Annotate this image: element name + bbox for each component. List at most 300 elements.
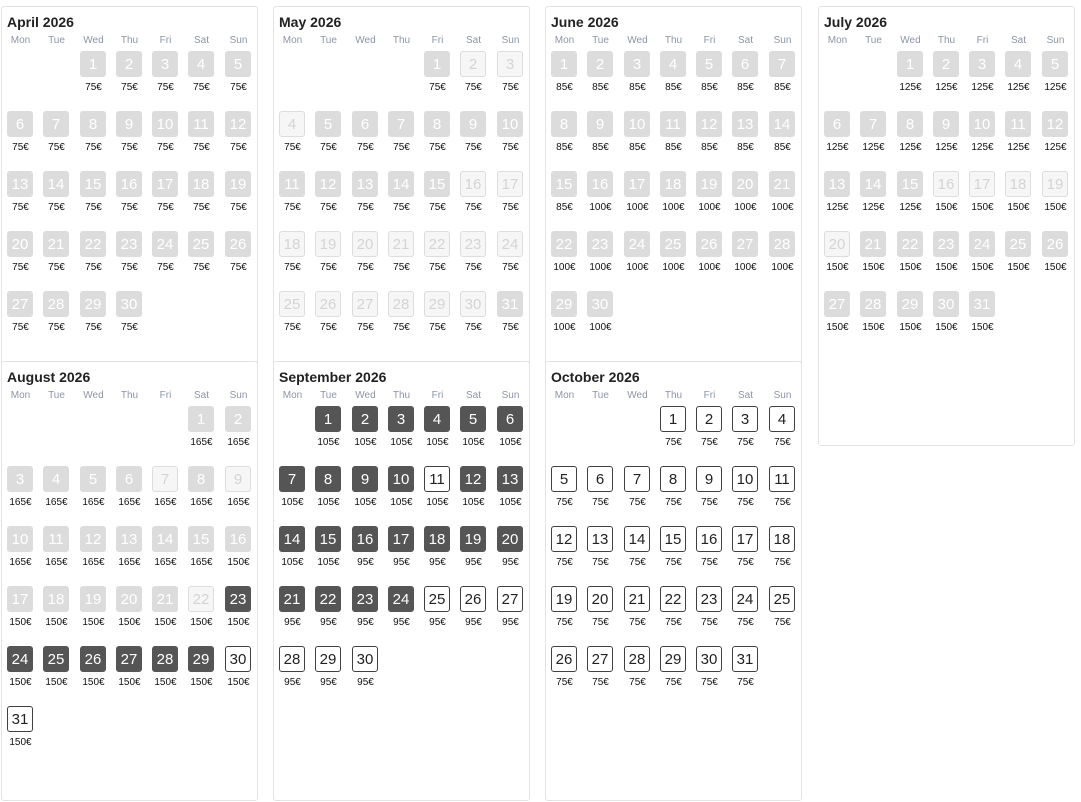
day-cell — [546, 291, 583, 345]
day-number[interactable]: 31 — [732, 646, 758, 672]
day-number[interactable]: 18 — [769, 526, 795, 552]
day-cell[interactable] — [655, 646, 692, 700]
day-cell — [38, 646, 75, 700]
month-title: August 2026 — [7, 369, 91, 385]
day-cell — [419, 51, 456, 105]
day-cell — [183, 466, 220, 520]
day-number: 17 — [7, 586, 33, 612]
day-cell — [38, 526, 75, 580]
day-price: 75€ — [665, 437, 682, 448]
day-cell — [220, 111, 257, 165]
day-price: 75€ — [629, 617, 646, 628]
day-price: 75€ — [429, 322, 446, 333]
weekday-label-wed: Wed — [83, 390, 104, 401]
day-cell[interactable] — [655, 406, 692, 460]
day-cell[interactable] — [691, 406, 728, 460]
weekday-label-fri: Fri — [431, 390, 444, 401]
day-cell — [111, 291, 148, 345]
day-price: 150€ — [1007, 262, 1030, 273]
day-price: 165€ — [9, 497, 32, 508]
day-cell[interactable] — [727, 586, 764, 640]
day-price: 75€ — [502, 82, 519, 93]
day-price: 150€ — [190, 677, 213, 688]
weekday-label-fri: Fri — [703, 35, 716, 46]
day-price: 150€ — [826, 262, 849, 273]
day-cell[interactable] — [727, 526, 764, 580]
day-number[interactable]: 30 — [696, 646, 722, 672]
day-cell — [2, 291, 39, 345]
day-price: 150€ — [9, 617, 32, 628]
day-number: 6 — [116, 466, 142, 492]
day-number: 20 — [497, 526, 523, 552]
day-price: 150€ — [45, 677, 68, 688]
day-number: 20 — [116, 586, 142, 612]
day-price: 75€ — [12, 262, 29, 273]
day-number: 14 — [769, 111, 795, 137]
day-price: 75€ — [85, 142, 102, 153]
day-cell — [619, 231, 656, 285]
day-cell[interactable] — [764, 406, 801, 460]
day-number: 10 — [497, 111, 523, 137]
day-number: 9 — [460, 111, 486, 137]
day-price: 75€ — [284, 142, 301, 153]
month-title: April 2026 — [7, 14, 74, 30]
day-number[interactable]: 11 — [424, 466, 450, 492]
day-cell[interactable] — [764, 526, 801, 580]
weekday-label-wed: Wed — [627, 390, 648, 401]
day-number: 15 — [80, 171, 106, 197]
day-price: 75€ — [230, 82, 247, 93]
day-number: 11 — [279, 171, 305, 197]
day-cell — [764, 171, 801, 225]
day-price: 75€ — [502, 322, 519, 333]
day-number: 14 — [279, 526, 305, 552]
day-price: 75€ — [157, 142, 174, 153]
day-price: 75€ — [284, 262, 301, 273]
weekday-label-thu: Thu — [392, 35, 411, 46]
day-cell — [183, 526, 220, 580]
day-number[interactable]: 12 — [551, 526, 577, 552]
day-number: 13 — [732, 111, 758, 137]
day-price: 75€ — [320, 322, 337, 333]
month-panel-october — [545, 361, 802, 801]
day-price: 165€ — [154, 557, 177, 568]
day-number[interactable]: 17 — [732, 526, 758, 552]
day-price: 75€ — [284, 322, 301, 333]
day-cell — [38, 171, 75, 225]
day-number[interactable]: 25 — [424, 586, 450, 612]
day-price: 150€ — [45, 617, 68, 628]
day-number: 23 — [933, 231, 959, 257]
day-cell[interactable] — [619, 526, 656, 580]
day-price: 100€ — [698, 262, 721, 273]
day-cell — [147, 171, 184, 225]
day-cell — [347, 231, 384, 285]
day-cell — [419, 291, 456, 345]
day-price: 75€ — [121, 82, 138, 93]
day-cell — [38, 231, 75, 285]
day-number[interactable]: 11 — [769, 466, 795, 492]
day-price: 165€ — [190, 437, 213, 448]
day-price: 165€ — [45, 497, 68, 508]
day-price: 125€ — [899, 202, 922, 213]
day-cell — [855, 111, 892, 165]
day-number[interactable]: 19 — [551, 586, 577, 612]
day-number: 19 — [315, 231, 341, 257]
day-cell[interactable] — [727, 406, 764, 460]
day-number[interactable]: 27 — [587, 646, 613, 672]
day-price: 75€ — [665, 617, 682, 628]
day-price: 75€ — [320, 262, 337, 273]
day-cell[interactable] — [455, 586, 492, 640]
day-price: 75€ — [157, 202, 174, 213]
day-price: 75€ — [12, 142, 29, 153]
day-cell[interactable] — [546, 466, 583, 520]
day-price: 85€ — [737, 142, 754, 153]
weekday-label-sat: Sat — [465, 390, 481, 401]
day-number: 19 — [696, 171, 722, 197]
day-cell[interactable] — [727, 466, 764, 520]
day-number: 22 — [80, 231, 106, 257]
day-number: 1 — [80, 51, 106, 77]
day-cell[interactable] — [764, 466, 801, 520]
day-price: 125€ — [899, 82, 922, 93]
day-cell — [419, 111, 456, 165]
month-panel-july — [818, 6, 1075, 446]
day-number[interactable]: 16 — [696, 526, 722, 552]
day-cell — [492, 466, 529, 520]
day-cell — [310, 291, 347, 345]
day-cell — [220, 466, 257, 520]
day-cell[interactable] — [727, 646, 764, 700]
month-title: May 2026 — [279, 14, 342, 30]
day-number: 4 — [188, 51, 214, 77]
day-number: 4 — [43, 466, 69, 492]
day-cell — [183, 646, 220, 700]
day-cell — [1037, 171, 1074, 225]
day-number: 15 — [897, 171, 923, 197]
day-number: 15 — [315, 526, 341, 552]
day-cell — [691, 51, 728, 105]
day-number[interactable]: 26 — [551, 646, 577, 672]
day-cell — [347, 466, 384, 520]
day-number[interactable]: 25 — [769, 586, 795, 612]
day-cell — [38, 111, 75, 165]
day-cell[interactable] — [619, 646, 656, 700]
day-price: 85€ — [701, 82, 718, 93]
day-cell[interactable] — [582, 526, 619, 580]
day-cell — [655, 51, 692, 105]
day-price: 105€ — [462, 497, 485, 508]
day-number[interactable]: 29 — [660, 646, 686, 672]
day-price: 75€ — [665, 677, 682, 688]
day-price: 75€ — [121, 322, 138, 333]
day-number: 27 — [352, 291, 378, 317]
day-cell[interactable] — [220, 646, 257, 700]
day-cell — [727, 231, 764, 285]
day-cell[interactable] — [582, 586, 619, 640]
day-price: 75€ — [121, 142, 138, 153]
day-price: 75€ — [737, 617, 754, 628]
day-price: 75€ — [393, 142, 410, 153]
day-number: 16 — [587, 171, 613, 197]
day-price: 125€ — [1007, 142, 1030, 153]
day-cell[interactable] — [582, 466, 619, 520]
day-cell — [347, 171, 384, 225]
day-number[interactable]: 13 — [587, 526, 613, 552]
day-cell — [492, 51, 529, 105]
day-price: 150€ — [1044, 202, 1067, 213]
day-price: 75€ — [737, 497, 754, 508]
day-number[interactable]: 4 — [769, 406, 795, 432]
weekday-label-wed: Wed — [900, 35, 921, 46]
day-cell — [347, 111, 384, 165]
day-number: 22 — [424, 231, 450, 257]
day-cell — [964, 291, 1001, 345]
day-price: 165€ — [190, 557, 213, 568]
day-cell[interactable] — [691, 466, 728, 520]
day-number: 24 — [388, 586, 414, 612]
day-cell[interactable] — [619, 586, 656, 640]
day-number: 15 — [188, 526, 214, 552]
day-number: 19 — [225, 171, 251, 197]
day-cell — [2, 526, 39, 580]
day-cell — [310, 406, 347, 460]
day-price: 75€ — [592, 677, 609, 688]
day-cell — [274, 586, 311, 640]
weekday-label-sun: Sun — [229, 390, 248, 401]
day-cell — [1000, 111, 1037, 165]
day-cell — [274, 111, 311, 165]
day-cell[interactable] — [691, 526, 728, 580]
day-number: 29 — [551, 291, 577, 317]
day-number: 2 — [587, 51, 613, 77]
day-price: 165€ — [190, 497, 213, 508]
day-cell — [75, 646, 112, 700]
day-price: 125€ — [971, 142, 994, 153]
day-number[interactable]: 9 — [696, 466, 722, 492]
day-number[interactable]: 30 — [225, 646, 251, 672]
day-price: 75€ — [701, 557, 718, 568]
day-cell — [892, 231, 929, 285]
day-number[interactable]: 30 — [352, 646, 378, 672]
day-cell — [347, 406, 384, 460]
weekday-label-thu: Thu — [120, 35, 139, 46]
day-cell — [419, 171, 456, 225]
day-number[interactable]: 28 — [279, 646, 305, 672]
day-price: 75€ — [85, 202, 102, 213]
day-cell — [183, 231, 220, 285]
day-cell[interactable] — [655, 466, 692, 520]
day-price: 85€ — [774, 142, 791, 153]
day-number[interactable]: 22 — [660, 586, 686, 612]
day-number[interactable]: 26 — [460, 586, 486, 612]
day-cell — [347, 291, 384, 345]
day-cell — [455, 466, 492, 520]
day-cell — [928, 231, 965, 285]
day-number: 1 — [897, 51, 923, 77]
month-title: October 2026 — [551, 369, 640, 385]
weekday-label-tue: Tue — [865, 35, 882, 46]
day-cell — [147, 646, 184, 700]
day-number[interactable]: 6 — [587, 466, 613, 492]
day-cell — [274, 466, 311, 520]
day-number[interactable]: 28 — [624, 646, 650, 672]
day-cell[interactable] — [619, 466, 656, 520]
day-price: 75€ — [556, 497, 573, 508]
day-price: 75€ — [774, 437, 791, 448]
day-number[interactable]: 15 — [660, 526, 686, 552]
day-cell — [147, 466, 184, 520]
days-grid — [274, 362, 531, 802]
day-cell — [383, 231, 420, 285]
day-number[interactable]: 1 — [660, 406, 686, 432]
day-price: 75€ — [284, 202, 301, 213]
day-number: 9 — [225, 466, 251, 492]
weekday-label-mon: Mon — [282, 35, 303, 46]
day-number: 12 — [1042, 111, 1068, 137]
day-number: 6 — [352, 111, 378, 137]
day-cell[interactable] — [546, 526, 583, 580]
day-cell — [75, 231, 112, 285]
day-cell — [928, 51, 965, 105]
day-number: 22 — [551, 231, 577, 257]
day-number[interactable]: 3 — [732, 406, 758, 432]
day-price: 75€ — [429, 202, 446, 213]
day-number[interactable]: 7 — [624, 466, 650, 492]
day-number: 23 — [225, 586, 251, 612]
day-cell[interactable] — [546, 586, 583, 640]
day-cell — [764, 51, 801, 105]
day-number: 16 — [116, 171, 142, 197]
day-number: 22 — [315, 586, 341, 612]
day-number: 5 — [696, 51, 722, 77]
day-number: 22 — [188, 586, 214, 612]
day-cell — [111, 111, 148, 165]
day-price: 75€ — [320, 142, 337, 153]
day-number: 16 — [225, 526, 251, 552]
day-cell — [111, 586, 148, 640]
day-number: 12 — [315, 171, 341, 197]
day-number: 25 — [188, 231, 214, 257]
day-price: 165€ — [227, 497, 250, 508]
day-cell[interactable] — [419, 466, 456, 520]
day-price: 75€ — [465, 202, 482, 213]
day-cell — [75, 111, 112, 165]
day-number: 26 — [1042, 231, 1068, 257]
day-number: 4 — [424, 406, 450, 432]
day-price: 150€ — [899, 262, 922, 273]
day-price: 75€ — [465, 82, 482, 93]
day-number[interactable]: 8 — [660, 466, 686, 492]
day-price: 105€ — [499, 497, 522, 508]
day-number[interactable]: 2 — [696, 406, 722, 432]
day-number[interactable]: 29 — [315, 646, 341, 672]
day-cell — [455, 111, 492, 165]
day-number[interactable]: 10 — [732, 466, 758, 492]
day-number: 16 — [352, 526, 378, 552]
day-cell — [1000, 231, 1037, 285]
day-price: 165€ — [227, 437, 250, 448]
day-number: 18 — [279, 231, 305, 257]
day-cell — [655, 111, 692, 165]
day-number: 2 — [116, 51, 142, 77]
day-price: 75€ — [629, 497, 646, 508]
day-number: 1 — [551, 51, 577, 77]
day-number: 16 — [933, 171, 959, 197]
day-cell — [492, 231, 529, 285]
day-cell[interactable] — [655, 586, 692, 640]
day-price: 105€ — [281, 497, 304, 508]
day-number: 26 — [696, 231, 722, 257]
day-cell[interactable] — [764, 586, 801, 640]
day-cell[interactable] — [419, 586, 456, 640]
day-price: 95€ — [320, 677, 337, 688]
weekday-label-sat: Sat — [193, 35, 209, 46]
day-cell — [492, 526, 529, 580]
day-number: 11 — [1005, 111, 1031, 137]
day-cell[interactable] — [492, 586, 529, 640]
day-cell — [274, 291, 311, 345]
day-cell — [2, 231, 39, 285]
day-number: 18 — [188, 171, 214, 197]
day-price: 165€ — [118, 497, 141, 508]
day-number: 21 — [860, 231, 886, 257]
day-cell[interactable] — [310, 646, 347, 700]
day-cell — [619, 171, 656, 225]
day-number[interactable]: 21 — [624, 586, 650, 612]
weekday-label-thu: Thu — [120, 390, 139, 401]
day-number: 20 — [7, 231, 33, 257]
day-price: 75€ — [393, 322, 410, 333]
day-cell — [383, 586, 420, 640]
day-cell[interactable] — [546, 646, 583, 700]
day-cell[interactable] — [691, 646, 728, 700]
weekday-label-fri: Fri — [703, 390, 716, 401]
day-number[interactable]: 20 — [587, 586, 613, 612]
day-number[interactable]: 27 — [497, 586, 523, 612]
day-number: 2 — [352, 406, 378, 432]
day-number[interactable]: 24 — [732, 586, 758, 612]
day-cell[interactable] — [655, 526, 692, 580]
weekday-label-sun: Sun — [229, 35, 248, 46]
day-price: 75€ — [592, 617, 609, 628]
day-cell — [383, 406, 420, 460]
day-cell[interactable] — [582, 646, 619, 700]
day-cell — [819, 231, 856, 285]
day-number: 8 — [551, 111, 577, 137]
day-price: 75€ — [737, 677, 754, 688]
day-cell — [892, 291, 929, 345]
weekday-label-fri: Fri — [159, 35, 172, 46]
day-number: 18 — [43, 586, 69, 612]
day-number[interactable]: 14 — [624, 526, 650, 552]
day-cell[interactable] — [274, 646, 311, 700]
day-cell[interactable] — [347, 646, 384, 700]
day-number: 25 — [43, 646, 69, 672]
day-number[interactable]: 23 — [696, 586, 722, 612]
day-number[interactable]: 31 — [7, 706, 33, 732]
day-cell — [347, 586, 384, 640]
day-cell[interactable] — [691, 586, 728, 640]
day-price: 100€ — [771, 202, 794, 213]
weekday-label-wed: Wed — [355, 390, 376, 401]
day-cell — [75, 526, 112, 580]
day-number[interactable]: 5 — [551, 466, 577, 492]
day-price: 75€ — [465, 262, 482, 273]
day-number: 27 — [116, 646, 142, 672]
day-price: 85€ — [556, 142, 573, 153]
